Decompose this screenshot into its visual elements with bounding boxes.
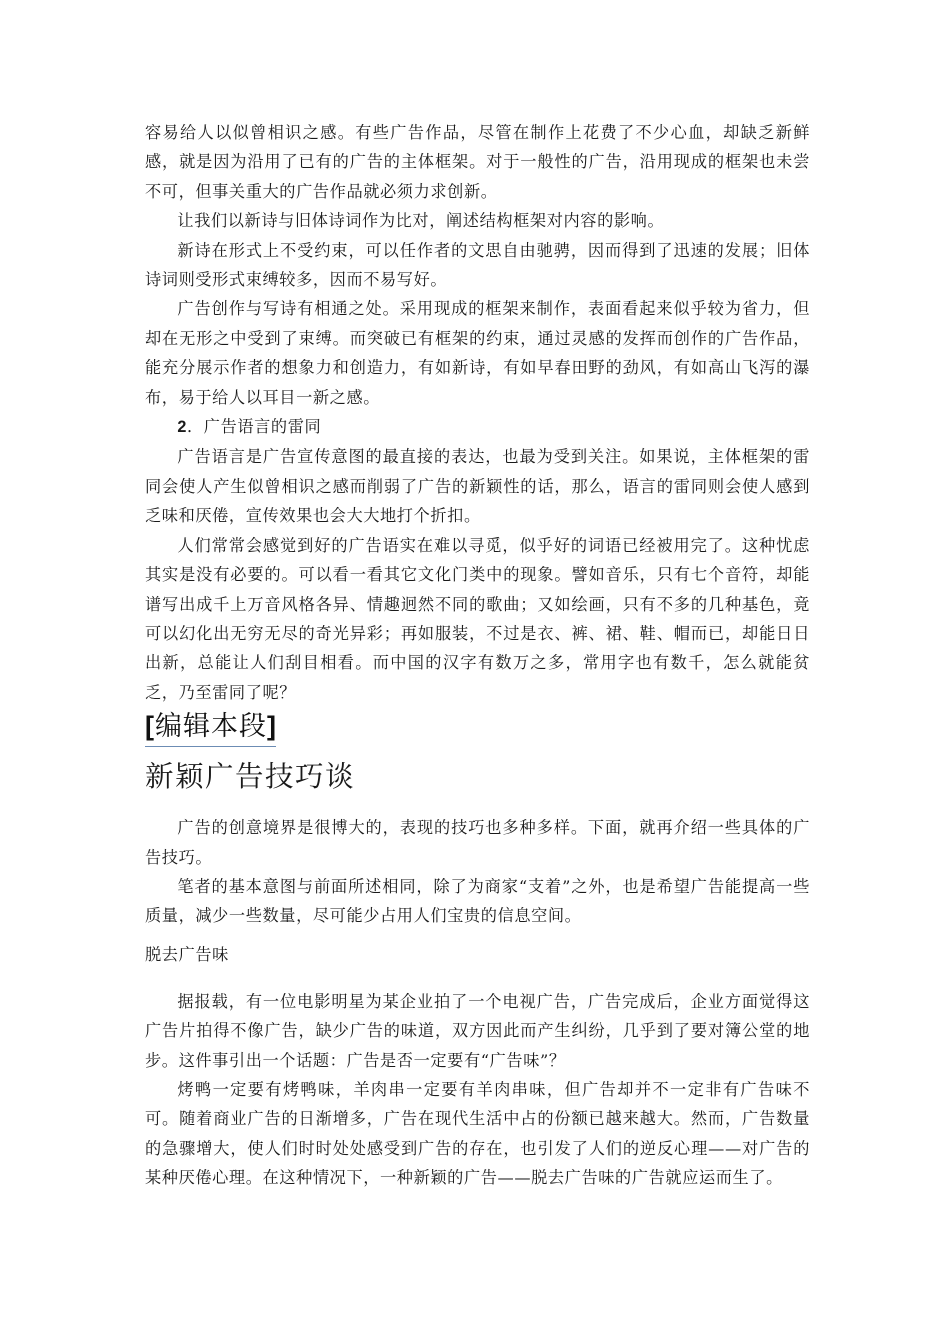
- subsection-title: 脱去广告味: [145, 944, 229, 964]
- edit-link-close-bracket: ]: [267, 711, 277, 742]
- heading-text: ．广告语言的雷同: [187, 417, 322, 437]
- paragraph-continuation: 容易给人以似曾相识之感。有些广告作品，尽管在制作上花费了不少心血，却缺乏新鲜感，就是因为沿用了已有的广告的主体框架。对于一般性的广告，沿用现成的框架也未尝不可，但事关重大的广告作品就必须力求创新。: [145, 123, 810, 201]
- edit-section-link[interactable]: [145, 709, 276, 747]
- paragraph-new-poetry: 新诗在形式上不受约束，可以任作者的文思自由驰骋，因而得到了迅速的发展；旧体诗词则受形式束缚较多，因而不易写好。: [145, 240, 810, 290]
- numbered-heading-ad-language: [145, 412, 810, 442]
- section-body: [145, 813, 810, 931]
- paragraph-ad-creation: 广告创作与写诗有相通之处。采用现成的框架来制作，表面看起来似乎较为省力，但却在无形之中受到了束缚。而突破已有框架的约束，通过灵感的发挥而创作的广告作品，能充分展示作者的想象力和创造力，有如新诗，有如早春田野的劲风，有如高山飞泻的瀑布，易于给人以耳目一新之感。: [145, 299, 810, 407]
- paragraph-ad-language: 广告语言是广告宣传意图的最直接的表达，也最为受到关注。如果说，主体框架的雷同会使人产生似曾相识之感而削弱了广告的新颖性的话，那么，语言的雷同则会使人感到乏味和厌倦，宣传效果也会大大地打个折扣。: [145, 447, 810, 526]
- paragraph-roast-duck: 烤鸭一定要有烤鸭味，羊肉串一定要有羊肉串味，但广告却并不一定非有广告味不可。随着商业广告的日渐增多，广告在现代生活中占的份额已越来越大。然而，广告数量的急骤增大，使人们时时处处感受到广告的存在，也引发了人们的逆反心理——对广告的某种厌倦心理。在这种情况下，一种新颖的广告——脱去广告味的广告就应运而生了。: [145, 1079, 810, 1188]
- paragraph-author-intent: 笔者的基本意图与前面所述相同，除了为商家“支着”之外，也是希望广告能提高一些质量，减少一些数量，尽可能少占用人们宝贵的信息空间。: [145, 876, 810, 926]
- edit-link-label: 编辑本段: [155, 711, 267, 743]
- paragraph-creative-realm: 广告的创意境界是很博大的，表现的技巧也多种多样。下面，就再介绍一些具体的广告技巧。: [145, 818, 810, 867]
- document-page: [145, 118, 810, 1193]
- heading-number: 2: [177, 418, 187, 437]
- edit-link-open-bracket: [: [145, 711, 155, 742]
- section-title: 新颖广告技巧谈: [145, 760, 356, 794]
- paragraph-comparison-intro: 让我们以新诗与旧体诗词作为比对，阐述结构框架对内容的影响。: [177, 211, 665, 231]
- paragraph-good-slogans: 人们常常会感觉到好的广告语实在难以寻觅，似乎好的词语已经被用完了。这种忧虑其实是没有必要的。可以看一看其它文化门类中的现象。譬如音乐，只有七个音符，却能谱写出成千上万音风格各异、情趣迥然不同的歌曲；又如绘画，只有不多的几种基色，竟可以幻化出无穷无尽的奇光异彩；再如服装，不过是衣、裤、裙、鞋、帽而已，却能日日出新，总能让人们刮目相看。而中国的汉字有数万之多，常用字也有数千，怎么就能贫乏，乃至雷同了呢？: [145, 535, 810, 702]
- paragraph-news-report: 据报载，有一位电影明星为某企业拍了一个电视广告，广告完成后，企业方面觉得这广告片拍得不像广告，缺少广告的味道，双方因此而产生纠纷，几乎到了要对簿公堂的地步。这件事引出一个话题：广告是否一定要有“广告味”？: [145, 991, 810, 1070]
